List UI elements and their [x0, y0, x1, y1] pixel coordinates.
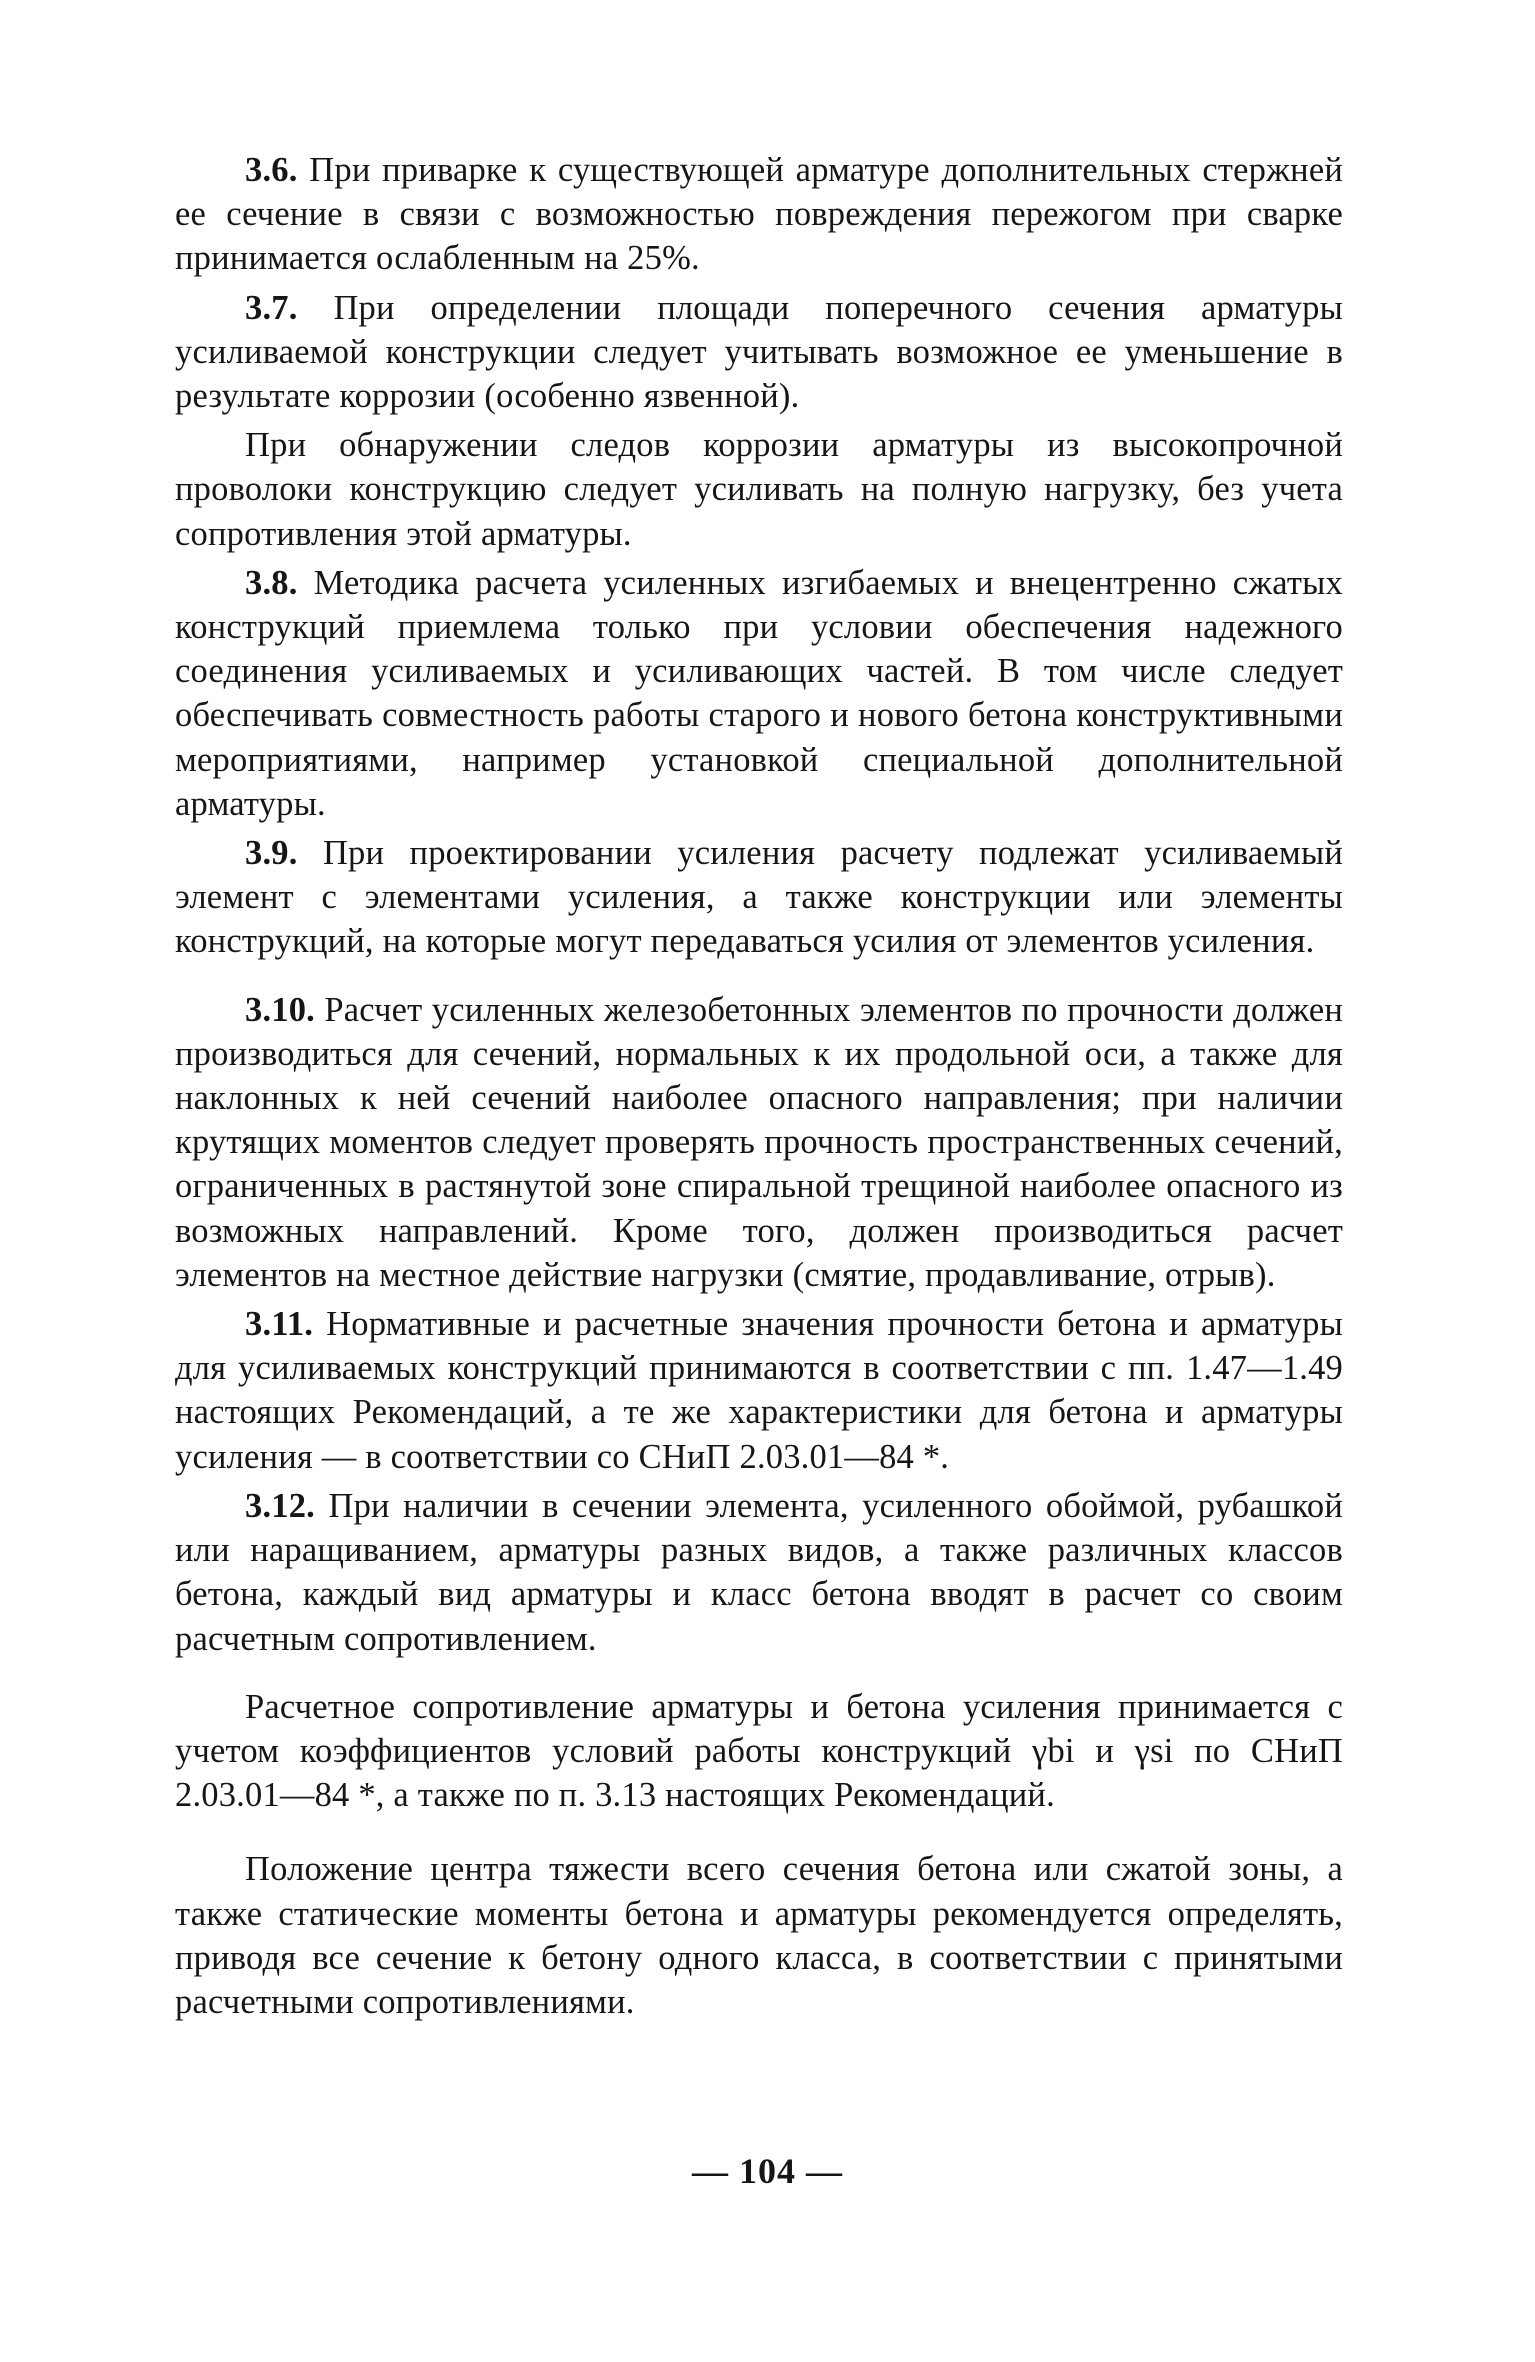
clause-number: 3.10. — [245, 990, 315, 1029]
paragraph-3-7 — [175, 286, 1343, 419]
paragraph-text: Расчет усиленных железобетонных элементов по прочности должен производиться для сечений, нормальных к их продольной оси, а также для наклонных к ней сечений наиболее опасного направления; при наличии крутящих моментов следует проверять прочность пространственных сечений, ограниченных в растянутой зоне спиральной трещиной наиболее опасного из возможных направлений. Кроме того, должен производиться расчет элементов на местное действие нагрузки (смятие, продавливание, отрыв). — [175, 990, 1343, 1294]
paragraph-text: Методика расчета усиленных изгибаемых и внецентренно сжатых конструкций приемлема только при условии обеспечения надежного соединения усиливаемых и усиливающих частей. В том числе следует обеспечивать совместность работы старого и нового бетона конструктивными мероприятиями, например установкой специальной дополнительной арматуры. — [175, 563, 1344, 823]
clause-number: 3.6. — [245, 151, 298, 189]
clause-number: 3.7. — [245, 288, 298, 327]
clause-number: 3.12. — [245, 1486, 315, 1525]
document-body — [175, 148, 1343, 2024]
paragraph-3-7-corrosion — [175, 423, 1343, 556]
clause-number: 3.8. — [245, 563, 298, 602]
paragraph-3-11 — [175, 1302, 1343, 1479]
clause-number: 3.11. — [245, 1305, 314, 1344]
paragraph-text: При наличии в сечении элемента, усиленного обоймой, рубашкой или наращиванием, арматуры разных видов, а также различных классов бетона, каждый вид арматуры и класс бетона вводят в расчет со своим расчетным сопротивлением. — [175, 1486, 1343, 1658]
paragraph-3-8 — [175, 561, 1343, 826]
paragraph-text: При приварке к существующей арматуре дополнительных стержней ее сечение в связи с возможностью повреждения пережогом при сварке принимается ослабленным на 25%. — [175, 151, 1343, 278]
paragraph-3-9 — [175, 831, 1343, 964]
page-number: — 104 — — [692, 2151, 843, 2191]
paragraph-3-12-resistance — [175, 1685, 1343, 1818]
paragraph-text: При определении площади поперечного сечения арматуры усиливаемой конструкции следует учитывать возможное ее уменьшение в результате коррозии (особенно язвенной). — [175, 288, 1344, 416]
paragraph-text: При проектировании усиления расчету подлежат усиливаемый элемент с элементами усиления, а также конструкции или элементы конструкций, на которые могут передаваться усилия от элементов усиления. — [175, 834, 1343, 961]
clause-number: 3.9. — [245, 834, 298, 873]
paragraph-text: Положение центра тяжести всего сечения бетона или сжатой зоны, а также статические моменты бетона и арматуры рекомендуется определять, приводя все сечение к бетону одного класса, в соответствии с принятыми расчетными сопротивлениями. — [175, 1850, 1343, 2021]
paragraph-3-12-centroid — [175, 1847, 1343, 2024]
paragraph-text: Нормативные и расчетные значения прочности бетона и арматуры для усиливаемых конструкций принимаются в соответствии с пп. 1.47—1.49 настоящих Рекомендаций, а те же характеристики для бетона и арматуры усиления — в соответствии со СНиП 2.03.01—84 *. — [175, 1305, 1344, 1476]
paragraph-3-6 — [175, 148, 1343, 281]
paragraph-text: При обнаружении следов коррозии арматуры из высокопрочной проволоки конструкцию следует усиливать на полную нагрузку, без учета сопротивления этой арматуры. — [175, 426, 1343, 553]
paragraph-3-12 — [175, 1484, 1343, 1661]
paragraph-3-10 — [175, 988, 1343, 1297]
paragraph-text: Расчетное сопротивление арматуры и бетона усиления принимается с учетом коэффициентов условий работы конструкций γbi и γsi по СНиП 2.03.01—84 *, а также по п. 3.13 настоящих Рекомендаций. — [175, 1687, 1343, 1815]
